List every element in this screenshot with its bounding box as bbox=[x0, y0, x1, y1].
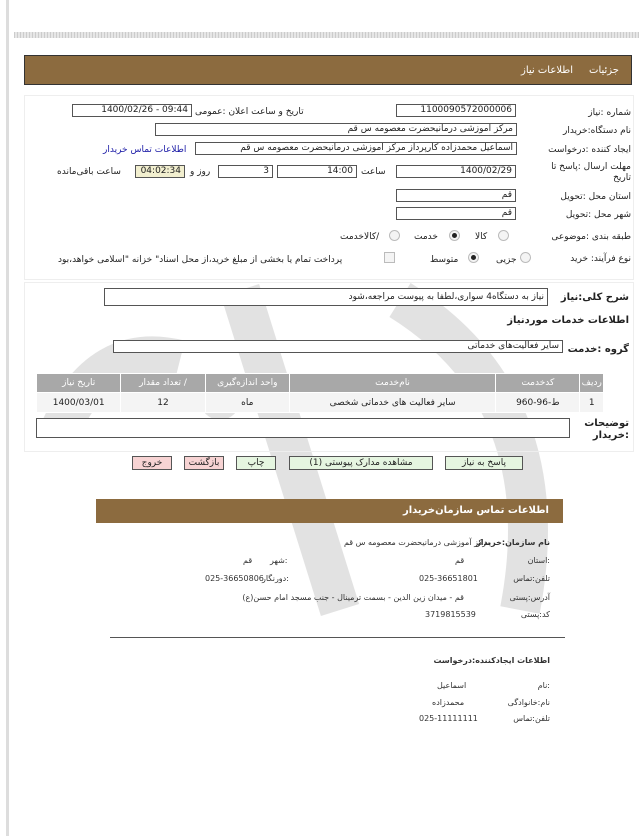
exit-button[interactable]: خروج bbox=[132, 456, 172, 470]
requester-info-title: اطلاعات ایجادکننده:درخواست bbox=[433, 656, 550, 665]
tab-details[interactable]: جزئیات bbox=[589, 64, 619, 76]
province-field: قم bbox=[396, 189, 516, 202]
deadline-time-field: 14:00 bbox=[277, 165, 357, 178]
service-group-label: گروه :خدمت bbox=[567, 344, 629, 355]
cell-name: سایر فعالیت های خدماتی شخصی bbox=[289, 393, 495, 413]
col-quantity: / تعداد مقدار bbox=[121, 374, 205, 393]
radio-goods[interactable] bbox=[498, 230, 509, 241]
description-label: شرح کلی:نیاز bbox=[560, 292, 629, 303]
requester-label: ایجاد کننده :درخواست bbox=[548, 145, 631, 155]
buyer-notes-field bbox=[36, 418, 570, 438]
tab-need-info[interactable]: اطلاعات نیاز bbox=[521, 64, 574, 76]
col-date: تاریخ نیاز bbox=[37, 374, 121, 393]
contact-city-value: قم bbox=[243, 556, 253, 565]
org-name-value: مرکز آموزشی درمانیحضرت معصومه س قم bbox=[343, 538, 491, 547]
days-field: 3 bbox=[218, 165, 273, 178]
requester-first-name-label: :نام bbox=[537, 681, 550, 690]
contact-fax-label: :دورنگار bbox=[262, 574, 289, 583]
services-table bbox=[36, 373, 604, 413]
radio-medium[interactable] bbox=[468, 252, 479, 263]
contact-postal-label: کد:پستی bbox=[520, 610, 550, 619]
requester-phone-value: 025-11111111 bbox=[419, 714, 478, 723]
service-group-field: سایر فعالیت‌های خدماتی bbox=[113, 340, 563, 353]
col-unit: واحد اندازه‌گیری bbox=[205, 374, 289, 393]
radio-minor[interactable] bbox=[520, 252, 531, 263]
table-header-row bbox=[37, 374, 604, 393]
col-name: نام‌خدمت bbox=[289, 374, 495, 393]
page-header bbox=[24, 55, 632, 85]
radio-service-label: خدمت bbox=[414, 232, 438, 242]
days-label: روز و bbox=[190, 167, 211, 177]
requester-first-name-value: اسماعیل bbox=[437, 681, 467, 690]
radio-service[interactable] bbox=[449, 230, 460, 241]
radio-goods-service[interactable] bbox=[389, 230, 400, 241]
services-title: اطلاعات خدمات موردنیاز bbox=[507, 315, 629, 326]
buyer-org-label: نام دستگاه:خریدار bbox=[562, 126, 631, 136]
announce-datetime-label: تاریخ و ساعت اعلان :عمومی bbox=[195, 107, 304, 117]
org-name-label: نام سازمان:خریدار bbox=[476, 538, 550, 547]
requester-last-name-label: نام:خانوادگی bbox=[507, 698, 550, 707]
deadline-date-field: 1400/02/29 bbox=[396, 165, 516, 178]
requester-field: اسماعیل محمدزاده کارپرداز مرکز آموزشی درمانیحضرت معصومه س قم bbox=[195, 142, 517, 155]
category-label: طبقه بندی :موضوعی bbox=[551, 232, 631, 242]
cell-unit: ماه bbox=[205, 393, 289, 413]
contact-phone-value: 025-36651801 bbox=[419, 574, 478, 583]
contact-fax-value: 025-36650806 bbox=[205, 574, 264, 583]
radio-goods-service-label: /کالاخدمت bbox=[340, 232, 380, 242]
contact-address-label: آدرس:پستی bbox=[509, 593, 550, 602]
print-button[interactable]: چاپ bbox=[236, 456, 276, 470]
contact-province-value: قم bbox=[455, 556, 465, 565]
top-ruler bbox=[14, 32, 639, 38]
radio-minor-label: جزیی bbox=[496, 255, 517, 265]
remaining-time-field: 04:02:34 bbox=[135, 165, 185, 178]
requester-last-name-value: محمدزاده bbox=[432, 698, 465, 707]
city-label: شهر محل :تحویل bbox=[565, 210, 631, 220]
buyer-contact-link[interactable]: اطلاعات تماس خریدار bbox=[103, 145, 187, 155]
announce-datetime-field: 1400/02/26 - 09:44 bbox=[72, 104, 192, 117]
buyer-org-field: مرکز آموزشی درمانیحضرت معصومه س قم bbox=[155, 123, 517, 136]
requester-phone-label: تلفن:تماس bbox=[513, 714, 550, 723]
radio-medium-label: متوسط bbox=[430, 255, 459, 265]
contact-section-header: اطلاعات تماس سازمان‌خریدار bbox=[96, 499, 563, 523]
radio-goods-label: کالا bbox=[475, 232, 488, 242]
buyer-notes-label: توضیحات :خریدار bbox=[584, 418, 629, 441]
cell-row: 1 bbox=[580, 393, 604, 413]
treasury-note: پرداخت تمام یا بخشی از مبلغ خرید،از محل اسناد" خزانه "اسلامی خواهد،بود bbox=[58, 255, 343, 265]
description-field: نیاز به دستگاه4 سواری،لطفا به پیوست مراجعه،شود bbox=[104, 288, 548, 306]
treasury-checkbox[interactable] bbox=[384, 252, 395, 263]
remaining-label: ساعت باقی‌مانده bbox=[57, 167, 121, 177]
back-button[interactable]: بازگشت bbox=[184, 456, 224, 470]
left-border bbox=[6, 0, 9, 836]
divider bbox=[110, 637, 565, 638]
process-label: نوع فرآیند: خرید bbox=[570, 254, 631, 264]
col-row: ردیف bbox=[580, 374, 604, 393]
reply-button[interactable]: پاسخ به نیاز bbox=[445, 456, 523, 470]
deadline-label: مهلت ارسال :پاسخ تا تاریخ bbox=[551, 162, 631, 183]
need-number-label: شماره :نیاز bbox=[588, 108, 631, 118]
contact-postal-value: 3719815539 bbox=[425, 610, 476, 619]
contact-province-label: :استان bbox=[527, 556, 550, 565]
contact-city-label: :شهر bbox=[270, 556, 288, 565]
col-code: کدخدمت bbox=[496, 374, 580, 393]
cell-quantity: 12 bbox=[121, 393, 205, 413]
city-field: قم bbox=[396, 207, 516, 220]
deadline-time-label: ساعت bbox=[361, 167, 386, 177]
contact-phone-label: تلفن:تماس bbox=[513, 574, 550, 583]
cell-date: 1400/03/01 bbox=[37, 393, 121, 413]
table-row bbox=[37, 393, 604, 413]
cell-code: ط-96-960 bbox=[496, 393, 580, 413]
need-number-field: 1100090572000006 bbox=[396, 104, 516, 117]
province-label: استان محل :تحویل bbox=[560, 192, 631, 202]
attachments-button[interactable]: مشاهده مدارک پیوستی (1) bbox=[289, 456, 433, 470]
contact-address-value: قم - میدان زین الدین - بسمت ترمینال - جنب مسجد امام حسن(ع) bbox=[242, 593, 464, 602]
